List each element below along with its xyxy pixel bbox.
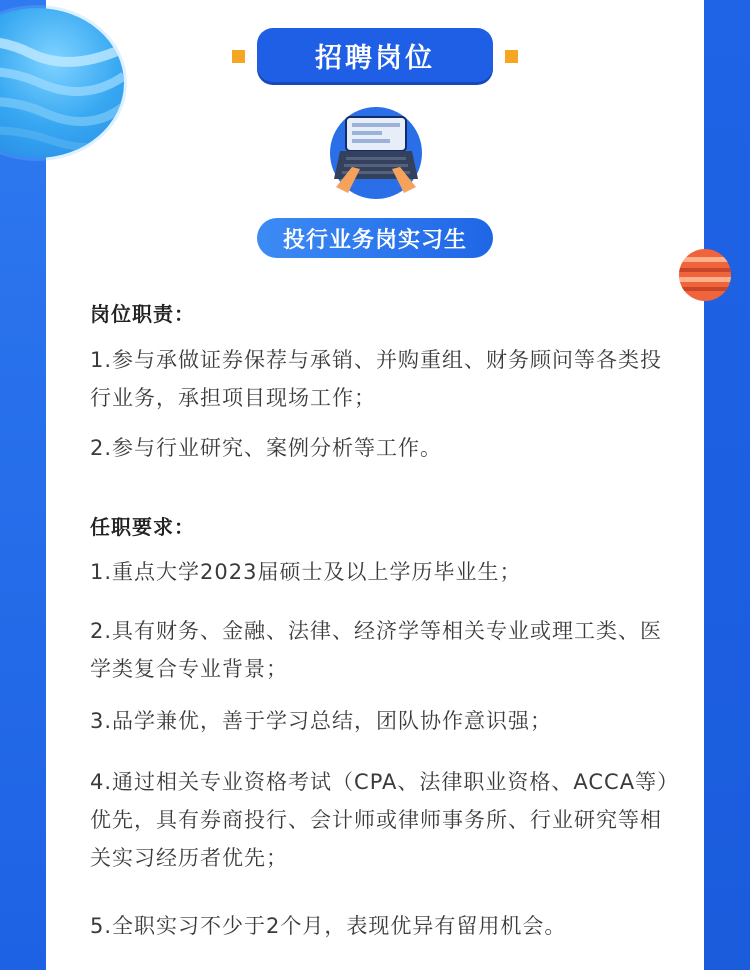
requirement-item: 4.通过相关专业资格考试（CPA、法律职业资格、ACCA等）优先，具有券商投行、会计师或律师事务所、行业研究等相关实习经历者优先； [90,770,669,870]
left-accent-square [232,50,245,63]
duty-item: 1.参与承做证券保荐与承销、并购重组、财务顾问等各类投行业务，承担项目现场工作； [90,348,663,410]
orange-planet-decoration [679,249,731,301]
right-blue-border [704,0,750,970]
duty-item: 2.参与行业研究、案例分析等工作。 [90,436,443,460]
laptop-typing-icon [330,107,422,199]
requirements-heading: 任职要求： [90,515,195,539]
position-name-badge [257,218,493,258]
section-title: 招聘岗位 [315,42,435,74]
requirement-item: 3.品学兼优，善于学习总结，团队协作意识强； [90,709,553,733]
right-accent-square [505,50,518,63]
position-name: 投行业务岗实习生 [282,227,467,253]
blue-planet-decoration [0,8,124,158]
duties-heading: 岗位职责： [90,302,195,326]
requirement-item: 2.具有财务、金融、法律、经济学等相关专业或理工类、医学类复合专业背景； [90,619,663,681]
section-title-badge [257,28,493,82]
requirement-item: 1.重点大学2023届硕士及以上学历毕业生； [90,560,522,584]
requirement-item: 5.全职实习不少于2个月，表现优异有留用机会。 [90,914,567,938]
